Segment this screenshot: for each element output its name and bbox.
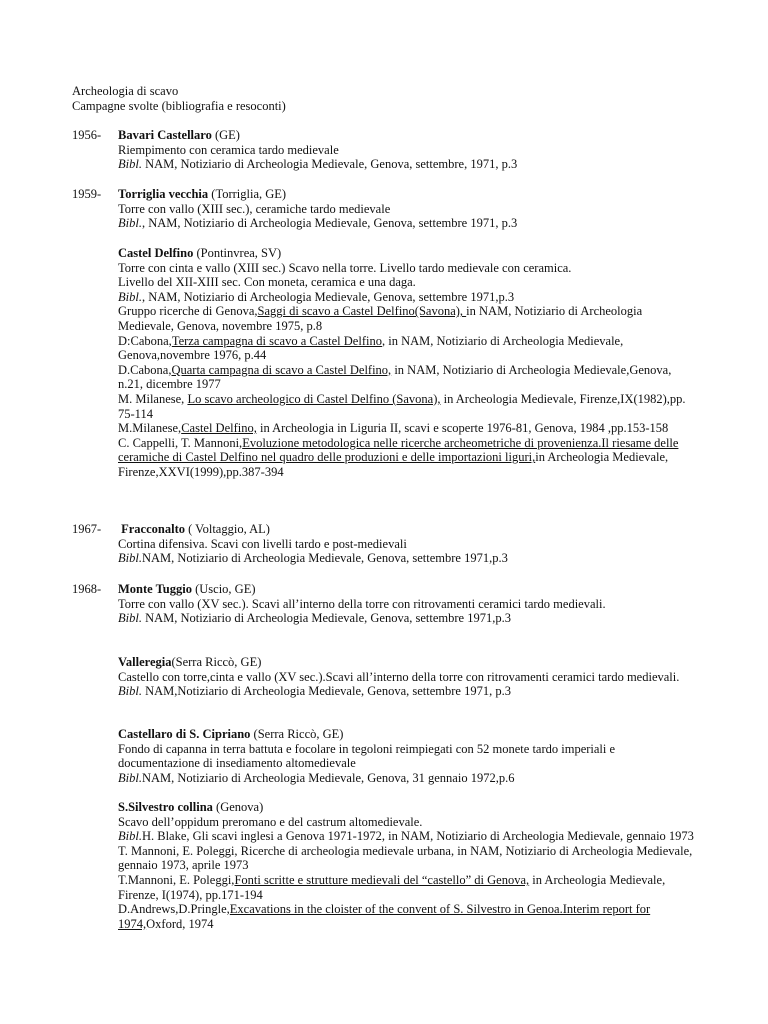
ref-source: in Archeologia in Liguria II, scavi e scoperte 1976-81, Genova, 1984 ,pp.153-158 — [256, 421, 669, 436]
ref-author: T. Mannoni, E. Poleggi, Ricerche di archeologia medievale urbana, in NAM, Notiziario di Archeologia Medievale, gennaio 1973, aprile 1973 — [118, 843, 693, 873]
bibl-label: Bibl. — [118, 611, 142, 626]
entry-place: (Torriglia, GE) — [208, 187, 287, 201]
entry-castel-delfino — [0, 246, 768, 480]
ref-author: M. Milanese, — [118, 391, 188, 406]
ref-source: in NAM, Notiziario di Archeologia Medievale, Genova, novembre 1975, p.8 — [118, 304, 643, 333]
ref-author: T.Mannoni, E. Poleggi, — [118, 872, 235, 887]
entry-description: Castello con torre,cinta e vallo (XV sec.).Scavi all’interno della torre con ritrovamenti ceramici tardo medievali. — [118, 669, 680, 684]
entry-year: 1959- — [72, 187, 102, 201]
ref-title: Quarta campagna di scavo a Castel Delfino, — [171, 362, 392, 377]
ref-author: D:Cabona, — [118, 333, 172, 348]
ref-author: D.Cabona, — [118, 362, 172, 377]
ref-source: Oxford, 1974 — [146, 916, 214, 931]
ref-source: in NAM, Notiziario di Archeologia Medievale,Genova, n.21, dicembre 1977 — [118, 362, 672, 392]
entry-fracconalto — [0, 522, 768, 566]
ref-title: Evoluzione metodologica nelle ricerche archeometriche di provenienza.Il riesame delle ceramiche di Castel Delfino nel quadro delle produzioni e delle importazioni liguri, — [118, 435, 679, 465]
entry-bibliography — [118, 611, 698, 626]
reference-item — [118, 873, 698, 902]
entry-description-2: Livello del XII-XIII sec. Con moneta, ceramica e una daga. — [118, 275, 416, 290]
entry-description: Fondo di capanna in terra battuta e focolare in tegoloni reimpiegati con 52 monete tardo imperiali e documentazione di insediamento altomedievale — [118, 741, 616, 771]
entry-torriglia — [0, 187, 768, 231]
entry-title: Monte Tuggio — [118, 582, 192, 596]
bibl-label: Bibl. — [118, 289, 142, 304]
ref-source: , in NAM, Notiziario di Archeologia Medievale, Genova,novembre 1976, p.44 — [118, 333, 624, 363]
entry-bibliography — [118, 771, 698, 786]
entry-place: ( Voltaggio, AL) — [185, 522, 270, 536]
bibl-label: Bibl. — [118, 216, 142, 231]
entry-title: Castel Delfino — [118, 246, 194, 260]
bibl-text: , NAM, Notiziario di Archeologia Medievale, Genova, settembre 1971, p.3 — [141, 216, 518, 231]
ref-source: in Archeologia Medievale, Firenze, I(1974), pp.171-194 — [118, 872, 666, 902]
entry-title: S.Silvestro collina — [118, 800, 213, 814]
entry-monte-tuggio — [0, 582, 768, 626]
bibl-label: Bibl. — [118, 157, 142, 172]
entry-valleregia — [0, 655, 768, 699]
bibl-text: H. Blake, Gli scavi inglesi a Genova 1971-1972, in NAM, Notiziario di Archeologia Medievale, gennaio 1973 — [141, 829, 694, 844]
bibl-text: NAM, Notiziario di Archeologia Medievale, Genova, settembre 1971,p.3 — [141, 551, 508, 566]
reference-item — [118, 436, 698, 480]
entry-bibliography — [118, 829, 698, 844]
entry-place: (GE) — [211, 128, 240, 142]
entry-place: (Uscio, GE) — [191, 582, 256, 596]
ref-title: Excavations in the cloister of the convent of S. Silvestro in Genoa.Interim report for 1974, — [118, 902, 651, 931]
entry-description: Torre con vallo (XIII sec.), ceramiche tardo medievale — [118, 201, 391, 216]
reference-item — [118, 392, 698, 421]
ref-title: Lo scavo archeologico di Castel Delfino (Savona), — [187, 391, 441, 406]
reference-item — [118, 421, 698, 436]
entry-year: 1956- — [72, 128, 102, 142]
entry-year: 1968- — [72, 582, 102, 596]
entry-title: Fracconalto — [121, 522, 185, 536]
entry-castellaro-cipriano — [0, 727, 768, 785]
ref-author: C. Cappelli, T. Mannoni, — [118, 435, 243, 450]
bibl-label: Bibl. — [118, 684, 142, 699]
ref-title: Fonti scritte e strutture medievali del “castello” di Genova, — [234, 872, 530, 887]
entry-bibliography — [118, 157, 698, 172]
bibl-text: NAM,Notiziario di Archeologia Medievale, Genova, settembre 1971, p.3 — [141, 684, 511, 699]
ref-source: in Archeologia Medievale, Firenze,IX(1982),pp. 75-114 — [118, 391, 686, 421]
ref-author: D.Andrews,D.Pringle, — [118, 902, 230, 917]
entry-description: Cortina difensiva. Scavi con livelli tardo e post-medievali — [118, 536, 407, 551]
entry-bibliography — [118, 290, 698, 305]
entry-bibliography — [118, 551, 698, 566]
entry-year: 1967- — [72, 522, 102, 536]
entry-bibliography — [118, 216, 698, 231]
entry-bibliography — [118, 684, 698, 699]
reference-item — [118, 363, 698, 392]
bibl-text: NAM, Notiziario di Archeologia Medievale, Genova, settembre 1971,p.3 — [141, 611, 511, 626]
header-line-2: Campagne svolte (bibliografia e resoconti) — [72, 98, 286, 113]
ref-title: Saggi di scavo a Castel Delfino(Savona), — [257, 304, 467, 319]
entry-bavari — [0, 128, 768, 172]
entry-place: (Serra Riccò, GE) — [250, 727, 344, 741]
entry-place: (Genova) — [212, 800, 264, 814]
entry-title: Valleregia — [118, 655, 172, 669]
entry-description: Torre con cinta e vallo (XIII sec.) Scavo nella torre. Livello tardo medievale con ceramica. — [118, 260, 572, 275]
ref-author: M.Milanese, — [118, 421, 182, 436]
ref-title: Castel Delfino, — [181, 421, 257, 436]
document-header — [72, 84, 286, 113]
entry-title: Torriglia vecchia — [118, 187, 209, 201]
entry-place: (Pontinvrea, SV) — [193, 246, 282, 260]
reference-item — [118, 304, 698, 333]
bibl-text: NAM, Notiziario di Archeologia Medievale, Genova, 31 gennaio 1972,p.6 — [141, 770, 515, 785]
reference-item — [118, 844, 698, 873]
entry-place: (Serra Riccò, GE) — [171, 655, 262, 669]
bibl-label: Bibl. — [118, 829, 142, 844]
entry-silvestro-collina — [0, 800, 768, 931]
entry-description: Torre con vallo (XV sec.). Scavi all’interno della torre con ritrovamenti ceramici tardo medievali. — [118, 596, 606, 611]
bibl-label: Bibl. — [118, 551, 142, 566]
reference-item — [118, 334, 698, 363]
entry-title: Castellaro di S. Cipriano — [118, 727, 251, 741]
ref-title: Terza campagna di scavo a Castel Delfino — [171, 333, 382, 348]
bibl-text: , NAM, Notiziario di Archeologia Medievale, Genova, settembre 1971,p.3 — [141, 289, 515, 304]
entry-description: Scavo dell’oppidum preromano e del castrum altomedievale. — [118, 814, 423, 829]
header-line-1: Archeologia di scavo — [72, 84, 179, 98]
entry-title: Bavari Castellaro — [118, 128, 212, 142]
bibl-text: NAM, Notiziario di Archeologia Medievale, Genova, settembre, 1971, p.3 — [141, 157, 518, 172]
bibl-label: Bibl. — [118, 770, 142, 785]
reference-item — [118, 902, 698, 931]
entry-description: Riempimento con ceramica tardo medievale — [118, 142, 339, 157]
ref-source: in Archeologia Medievale, Firenze,XXVI(1999),pp.387-394 — [118, 450, 669, 479]
ref-author: Gruppo ricerche di Genova, — [118, 304, 258, 319]
